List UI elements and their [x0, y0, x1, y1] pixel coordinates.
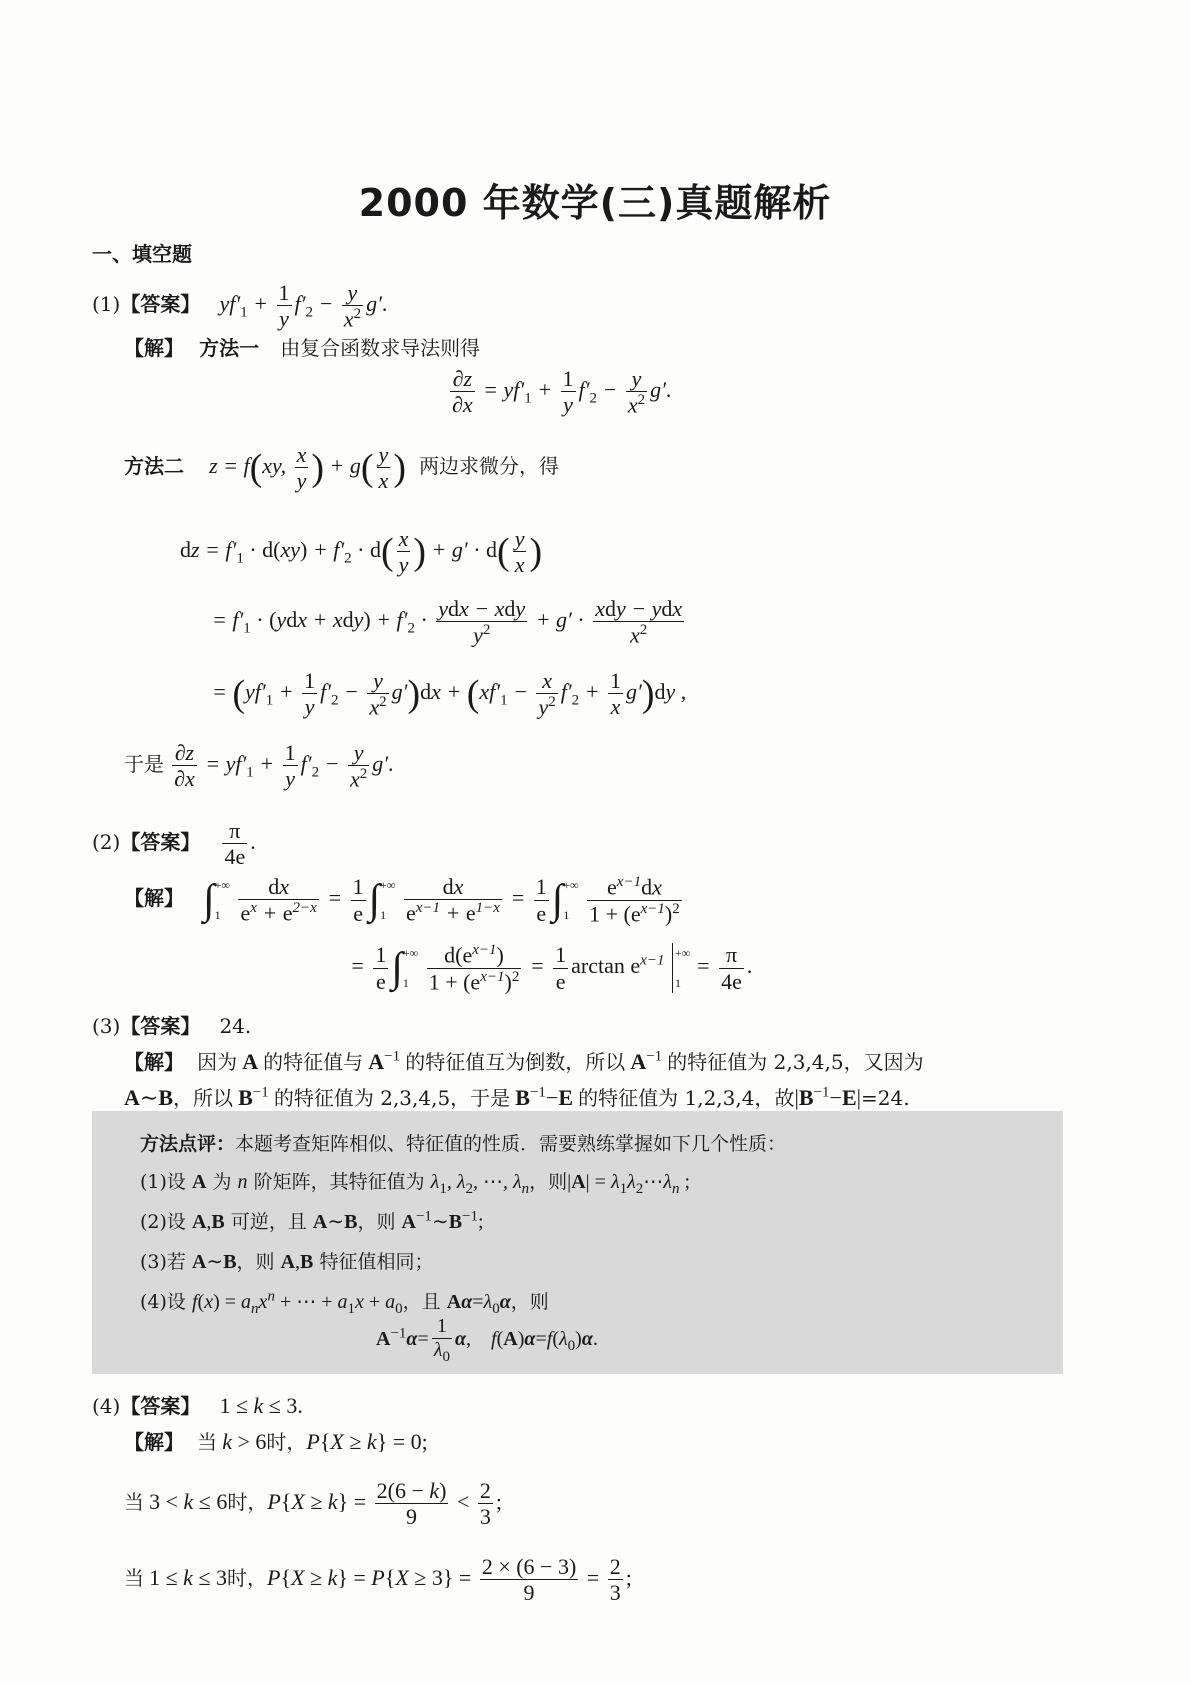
- q3-text-1a: 因为: [197, 1050, 238, 1074]
- comment-item-2: (2)设 A,B 可逆，且 A∼B，则 $A^{-1}\sim B^{-1}$;: [140, 1208, 484, 1233]
- comment-item-3a: (3)若: [140, 1251, 186, 1273]
- q1-so-label: 于是: [124, 752, 164, 777]
- q1-solve-tag: 【解】: [124, 336, 184, 360]
- q1-eq4: = ($yf'_1$ + $\frac{1}{y}$ $f'_2$ − $\frac{y}{x^2}$ $g')dx + (xf'_1$ − $\frac{x}{y^2}$ $f'_2$ + $\frac{1}{x}$ g′)dy ,: [212, 668, 687, 720]
- comment-item-3: (3)若 A∼B，则 A,B 特征值相同；: [140, 1251, 434, 1273]
- q1-method1-line: [124, 332, 480, 361]
- q3-answer-line: [92, 1010, 251, 1039]
- q1-method2-label: 方法二: [124, 453, 184, 478]
- section-heading: 一、填空题: [92, 242, 192, 266]
- q4-case1: 【解】 当 k > 6时，P{X ≥ k} = 0;: [124, 1429, 428, 1454]
- q3-text-1d: 的特征值为 2,3,4,5，又因为: [667, 1050, 924, 1074]
- q3-solve-line2: A∼B，所以 $B^{-1}$ 的特征值为 2,3,4,5，于是 $B^{-1}-E$ 的特征值为 1,2,3,4，故$|B^{-1}-E|=24$.: [124, 1084, 910, 1110]
- q2-solve-tag: 【解】: [124, 886, 184, 911]
- q3-answer-tag: 【答案】: [120, 1014, 201, 1038]
- comment-item-4: (4)设 $f(x) = a_nx^n$ + ⋯ + $a_1x + a_0$，且 $A\alpha=\lambda_0\alpha$，则: [140, 1288, 549, 1317]
- q4-time-2: 时，: [227, 1489, 268, 1514]
- q2-answer-tag: 【答案】: [120, 829, 201, 854]
- comment-item-3c: 特征值相同；: [319, 1251, 434, 1273]
- comment-intro-line: [140, 1129, 786, 1156]
- q1-method2-text: 两边求微分，得: [419, 453, 560, 478]
- comment-item-4a: (4)设: [140, 1291, 186, 1313]
- comment-item-2a: (2)设: [140, 1211, 186, 1233]
- q4-time-1: 时，: [266, 1430, 307, 1454]
- comment-head: 方法点评：: [140, 1133, 236, 1155]
- q1-eq1: $\frac{\partial z}{\partial x}$ = $yf'_1$ + $\frac{1}{y}$ $f'_2$ − $\frac{y}{x^2}$ g′.: [452, 366, 672, 418]
- q2-eq2: = $\frac{1}{e}$ ∫ +∞ 1 $\frac{d(e^{x-1})}{1 + (e^{x-1})^2}$ = $\frac{1}{e}$ $\arctan e^{x-1}$ +∞ 1 = $\frac{\pi}{4e}$ .: [350, 942, 753, 994]
- q3-number: (3): [92, 1014, 121, 1038]
- page-title: 2000 年数学(三)真题解析: [358, 181, 832, 225]
- q1-conclusion: 于是 $\frac{\partial z}{\partial x}$ = $yf'_1$ + $\frac{1}{y}$ $f'_2$ − $\frac{y}{x^2}$ g′.: [124, 740, 394, 792]
- comment-item-2b: 可逆，且: [230, 1211, 307, 1233]
- q4-when-1: 当: [197, 1430, 218, 1454]
- q1-number: (1): [92, 292, 121, 317]
- q3-text-2d: =24.: [861, 1086, 910, 1110]
- comment-item-4b: ，且: [402, 1291, 441, 1313]
- q3-text-2a: ，所以: [173, 1086, 234, 1110]
- comment-item-4c: ，则: [510, 1291, 549, 1313]
- q3-text-1c: 的特征值互为倒数，所以: [405, 1050, 626, 1074]
- q2-answer-line: (2)【答案】 $\frac{\pi}{4e}$ .: [92, 818, 256, 870]
- q4-answer-tag: 【答案】: [120, 1394, 201, 1418]
- comment-formula: $A^{-1}\alpha=$ $\frac{1}{\lambda_0}$ α, $f(A)\alpha=f(\lambda_0)\alpha$.: [376, 1315, 598, 1365]
- q1-answer-line: (1)【答案】 $yf'_1$ + $\frac{1}{y}$ $f'_2$ − $\frac{y}{x^2}$ g′.: [92, 280, 388, 332]
- q4-when-3: 当: [124, 1565, 144, 1590]
- q1-method2-line: 方法二 z = f(xy, $\frac{x}{y}$ ) + g( $\frac{y}{x}$ ) 两边求微分，得: [124, 442, 560, 494]
- q3-text-2c: 的特征值为 1,2,3,4，故: [578, 1086, 795, 1110]
- q2-eq1: 【解】 ∫ +∞ 1 $\frac{dx}{e^x + e^{2-x}}$ = $\frac{1}{e}$ ∫ +∞ 1 $\frac{dx}{e^{x-1} + e^{1-x}}$ = $\frac{1}{e}$ ∫ +∞ 1 $\frac{e^{x-1}dx}{1 + (e^{x-1})^2}$: [124, 874, 680, 926]
- q1-eq2: dz = $f'_1 \cdot d(xy) + f'_2 \cdot d$( $\frac{x}{y}$ ) + g′ · d( $\frac{y}{x}$ ): [180, 526, 543, 578]
- q4-time-3: 时，: [227, 1565, 268, 1590]
- comment-item-3b: ，则: [236, 1251, 275, 1273]
- q3-text-2b: 的特征值为 2,3,4,5，于是: [273, 1086, 511, 1110]
- q3-answer: 24.: [219, 1014, 252, 1038]
- q3-solve-tag: 【解】: [124, 1050, 184, 1074]
- comment-item-1a: (1)设: [140, 1171, 186, 1193]
- comment-item-1b: 为: [212, 1171, 232, 1193]
- comment-item-1: (1)设 A 为 n 阶矩阵，其特征值为 $\lambda_1$, $\lambda_2$, ⋯, $\lambda_n$，则$|A| = \lambda_1\lambda_2\cdots\lambda_n$ ;: [140, 1171, 691, 1197]
- q4-solve-tag: 【解】: [124, 1430, 184, 1454]
- q4-answer-line: (4)【答案】 1 ≤ k ≤ 3.: [92, 1393, 303, 1418]
- q3-text-1b: 的特征值与: [263, 1050, 364, 1074]
- q1-method1-label: 方法一: [199, 336, 260, 360]
- comment-item-1c: 阶矩阵，其特征值为: [253, 1171, 425, 1193]
- method-comment-box: [92, 1111, 1063, 1374]
- q2-number: (2): [92, 829, 121, 854]
- q4-case2: 当 3 < k ≤ 6时，P{X ≥ k} = $\frac{2(6 - k)}{9}$ < $\frac{2}{3}$ ;: [124, 1478, 503, 1530]
- q1-eq3: = $f'_1 \cdot (ydx + xdy) + f'_2$ · $\frac{\text{ydx − xdy}}{y^2}$ + g′ · $\frac{\text{xdy − ydx}}{x^2}$: [212, 596, 683, 648]
- q4-when-2: 当: [124, 1489, 144, 1514]
- q4-number: (4): [92, 1394, 121, 1418]
- comment-item-1d: ，则: [529, 1171, 568, 1193]
- comment-item-2c: ，则: [357, 1211, 396, 1233]
- q1-method1-text: 由复合函数求导法则得: [280, 336, 481, 360]
- q3-solve-line1: 【解】 因为 A 的特征值与 $A^{-1}$ 的特征值互为倒数，所以 $A^{-1}$ 的特征值为 2,3,4,5，又因为: [124, 1048, 924, 1074]
- comment-intro: 本题考查矩阵相似、特征值的性质．需要熟练掌握如下几个性质：: [235, 1133, 787, 1155]
- q1-answer-tag: 【答案】: [120, 292, 201, 317]
- q4-case3: 当 1 ≤ k ≤ 3时，P{X ≥ k} = P{X ≥ 3} = $\frac{2 \times (6 - 3)}{9}$ = $\frac{2}{3}$ ;: [124, 1554, 632, 1606]
